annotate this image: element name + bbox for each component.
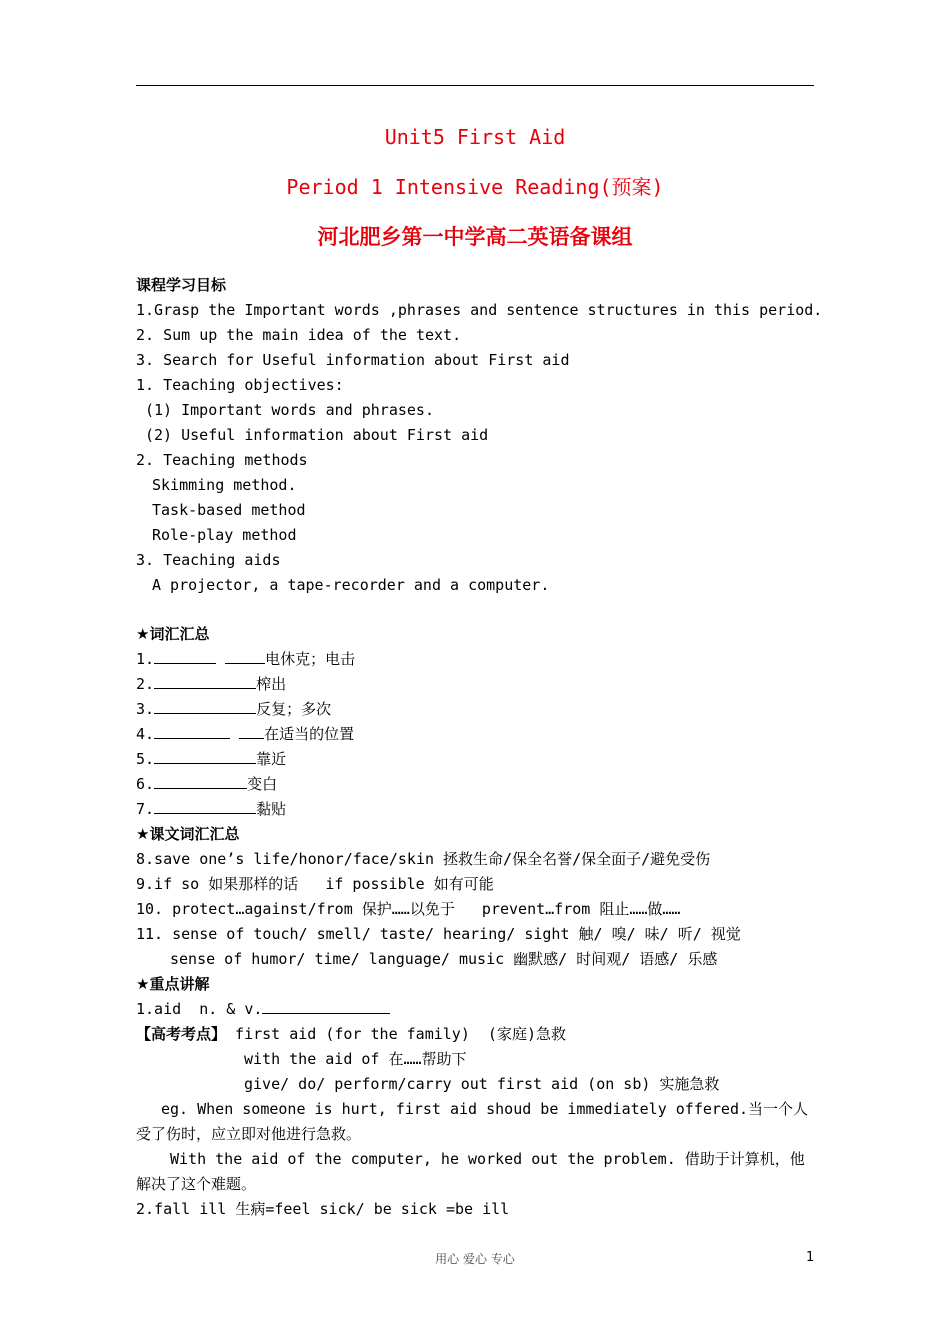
vocab-heading: ★词汇汇总 bbox=[136, 625, 210, 643]
exam-point: first aid (for the family) (家庭)急救 bbox=[235, 1025, 566, 1043]
fill-blank[interactable] bbox=[154, 722, 230, 739]
teaching-objectives-label: 1. Teaching objectives: bbox=[136, 376, 344, 394]
vocab-item bbox=[136, 647, 816, 672]
teaching-aids-label: 3. Teaching aids bbox=[136, 551, 281, 569]
header-rule bbox=[136, 85, 814, 86]
vocab-meaning: 在适当的位置 bbox=[264, 725, 355, 743]
text-vocab-heading: ★课文词汇汇总 bbox=[136, 825, 240, 843]
fill-blank[interactable] bbox=[225, 647, 265, 664]
period-title: Period 1 Intensive Reading(预案) bbox=[286, 175, 664, 199]
vocab-item bbox=[136, 722, 816, 747]
goal-line: 2. Sum up the main idea of the text. bbox=[136, 326, 462, 344]
exam-point: give/ do/ perform/carry out first aid (on sb) 实施急救 bbox=[244, 1075, 720, 1093]
goal-line: 3. Search for Useful information about First aid bbox=[136, 351, 570, 369]
vocab-meaning: 反复；多次 bbox=[256, 700, 332, 718]
page-number: 1 bbox=[806, 1250, 815, 1265]
fill-blank[interactable] bbox=[154, 772, 247, 789]
teaching-method-item: Role-play method bbox=[152, 526, 297, 544]
teaching-methods-label: 2. Teaching methods bbox=[136, 451, 308, 469]
text-vocab-line: 8.save one’s life/honor/face/skin 拯救生命/保全名誉/保全面子/避免受伤 bbox=[136, 850, 711, 868]
exam-label: 【高考考点】 bbox=[136, 1025, 227, 1043]
fill-blank[interactable] bbox=[154, 747, 256, 764]
teaching-method-item: Skimming method. bbox=[152, 476, 297, 494]
vocab-number: 4. bbox=[136, 725, 155, 743]
vocab-item bbox=[136, 672, 816, 697]
vocab-meaning: 变白 bbox=[247, 775, 278, 793]
vocab-item bbox=[136, 697, 816, 722]
key-point-item bbox=[136, 997, 816, 1022]
text-vocab-line: 9.if so 如果那样的话 if possible 如有可能 bbox=[136, 875, 494, 893]
vocab-number: 7. bbox=[136, 800, 155, 818]
teaching-method-item: Task-based method bbox=[152, 501, 306, 519]
text-vocab-line: 11. sense of touch/ smell/ taste/ hearing/ sight 触/ 嗅/ 味/ 听/ 视觉 bbox=[136, 925, 741, 943]
vocab-item bbox=[136, 797, 816, 822]
fill-blank[interactable] bbox=[154, 697, 256, 714]
exam-point-row bbox=[136, 1022, 816, 1047]
goal-line: 1.Grasp the Important words ,phrases and sentence structures in this period. bbox=[136, 301, 823, 319]
key-points-heading: ★重点讲解 bbox=[136, 975, 210, 993]
fill-blank[interactable] bbox=[154, 647, 216, 664]
fill-blank[interactable] bbox=[239, 722, 264, 739]
example-sentence: With the aid of the computer, he worked out the problem. 借助于计算机，他解决了这个难题。 bbox=[136, 1150, 805, 1193]
objectives-heading: 课程学习目标 bbox=[136, 276, 227, 294]
teaching-objective-item: (1) Important words and phrases. bbox=[145, 401, 434, 419]
vocab-number: 3. bbox=[136, 700, 155, 718]
fill-blank[interactable] bbox=[154, 672, 256, 689]
vocab-number: 6. bbox=[136, 775, 155, 793]
vocab-number: 5. bbox=[136, 750, 155, 768]
vocab-meaning: 电休克；电击 bbox=[265, 650, 356, 668]
key-point-label: 1.aid n. & v. bbox=[136, 1000, 263, 1018]
fill-blank[interactable] bbox=[154, 797, 256, 814]
fill-blank[interactable] bbox=[262, 997, 390, 1014]
vocab-meaning: 榨出 bbox=[256, 675, 287, 693]
vocab-number: 2. bbox=[136, 675, 155, 693]
document-body bbox=[136, 273, 823, 1222]
exam-point: with the aid of 在……帮助下 bbox=[244, 1050, 467, 1068]
example-sentence: eg. When someone is hurt, first aid shoud be immediately offered.当一个人受了伤时，应立即对他进行急救。 bbox=[136, 1100, 808, 1143]
vocab-item bbox=[136, 747, 816, 772]
vocab-item bbox=[136, 772, 816, 797]
text-vocab-line: 10. protect…against/from 保护……以免于 prevent…from 阻止……做…… bbox=[136, 900, 681, 918]
teaching-aids-text: A projector, a tape-recorder and a computer. bbox=[152, 576, 550, 594]
school-title: 河北肥乡第一中学高二英语备课组 bbox=[317, 225, 633, 249]
vocab-meaning: 靠近 bbox=[256, 750, 287, 768]
text-vocab-line: sense of humor/ time/ language/ music 幽默感/ 时间观/ 语感/ 乐感 bbox=[170, 950, 718, 968]
teaching-objective-item: (2) Useful information about First aid bbox=[145, 426, 489, 444]
vocab-meaning: 黏贴 bbox=[256, 800, 287, 818]
footer-text: 用心 爱心 专心 bbox=[435, 1252, 515, 1266]
vocab-number: 1. bbox=[136, 650, 155, 668]
unit-title: Unit5 First Aid bbox=[384, 125, 566, 149]
key-point-item: 2.fall ill 生病=feel sick/ be sick =be ill bbox=[136, 1200, 510, 1218]
